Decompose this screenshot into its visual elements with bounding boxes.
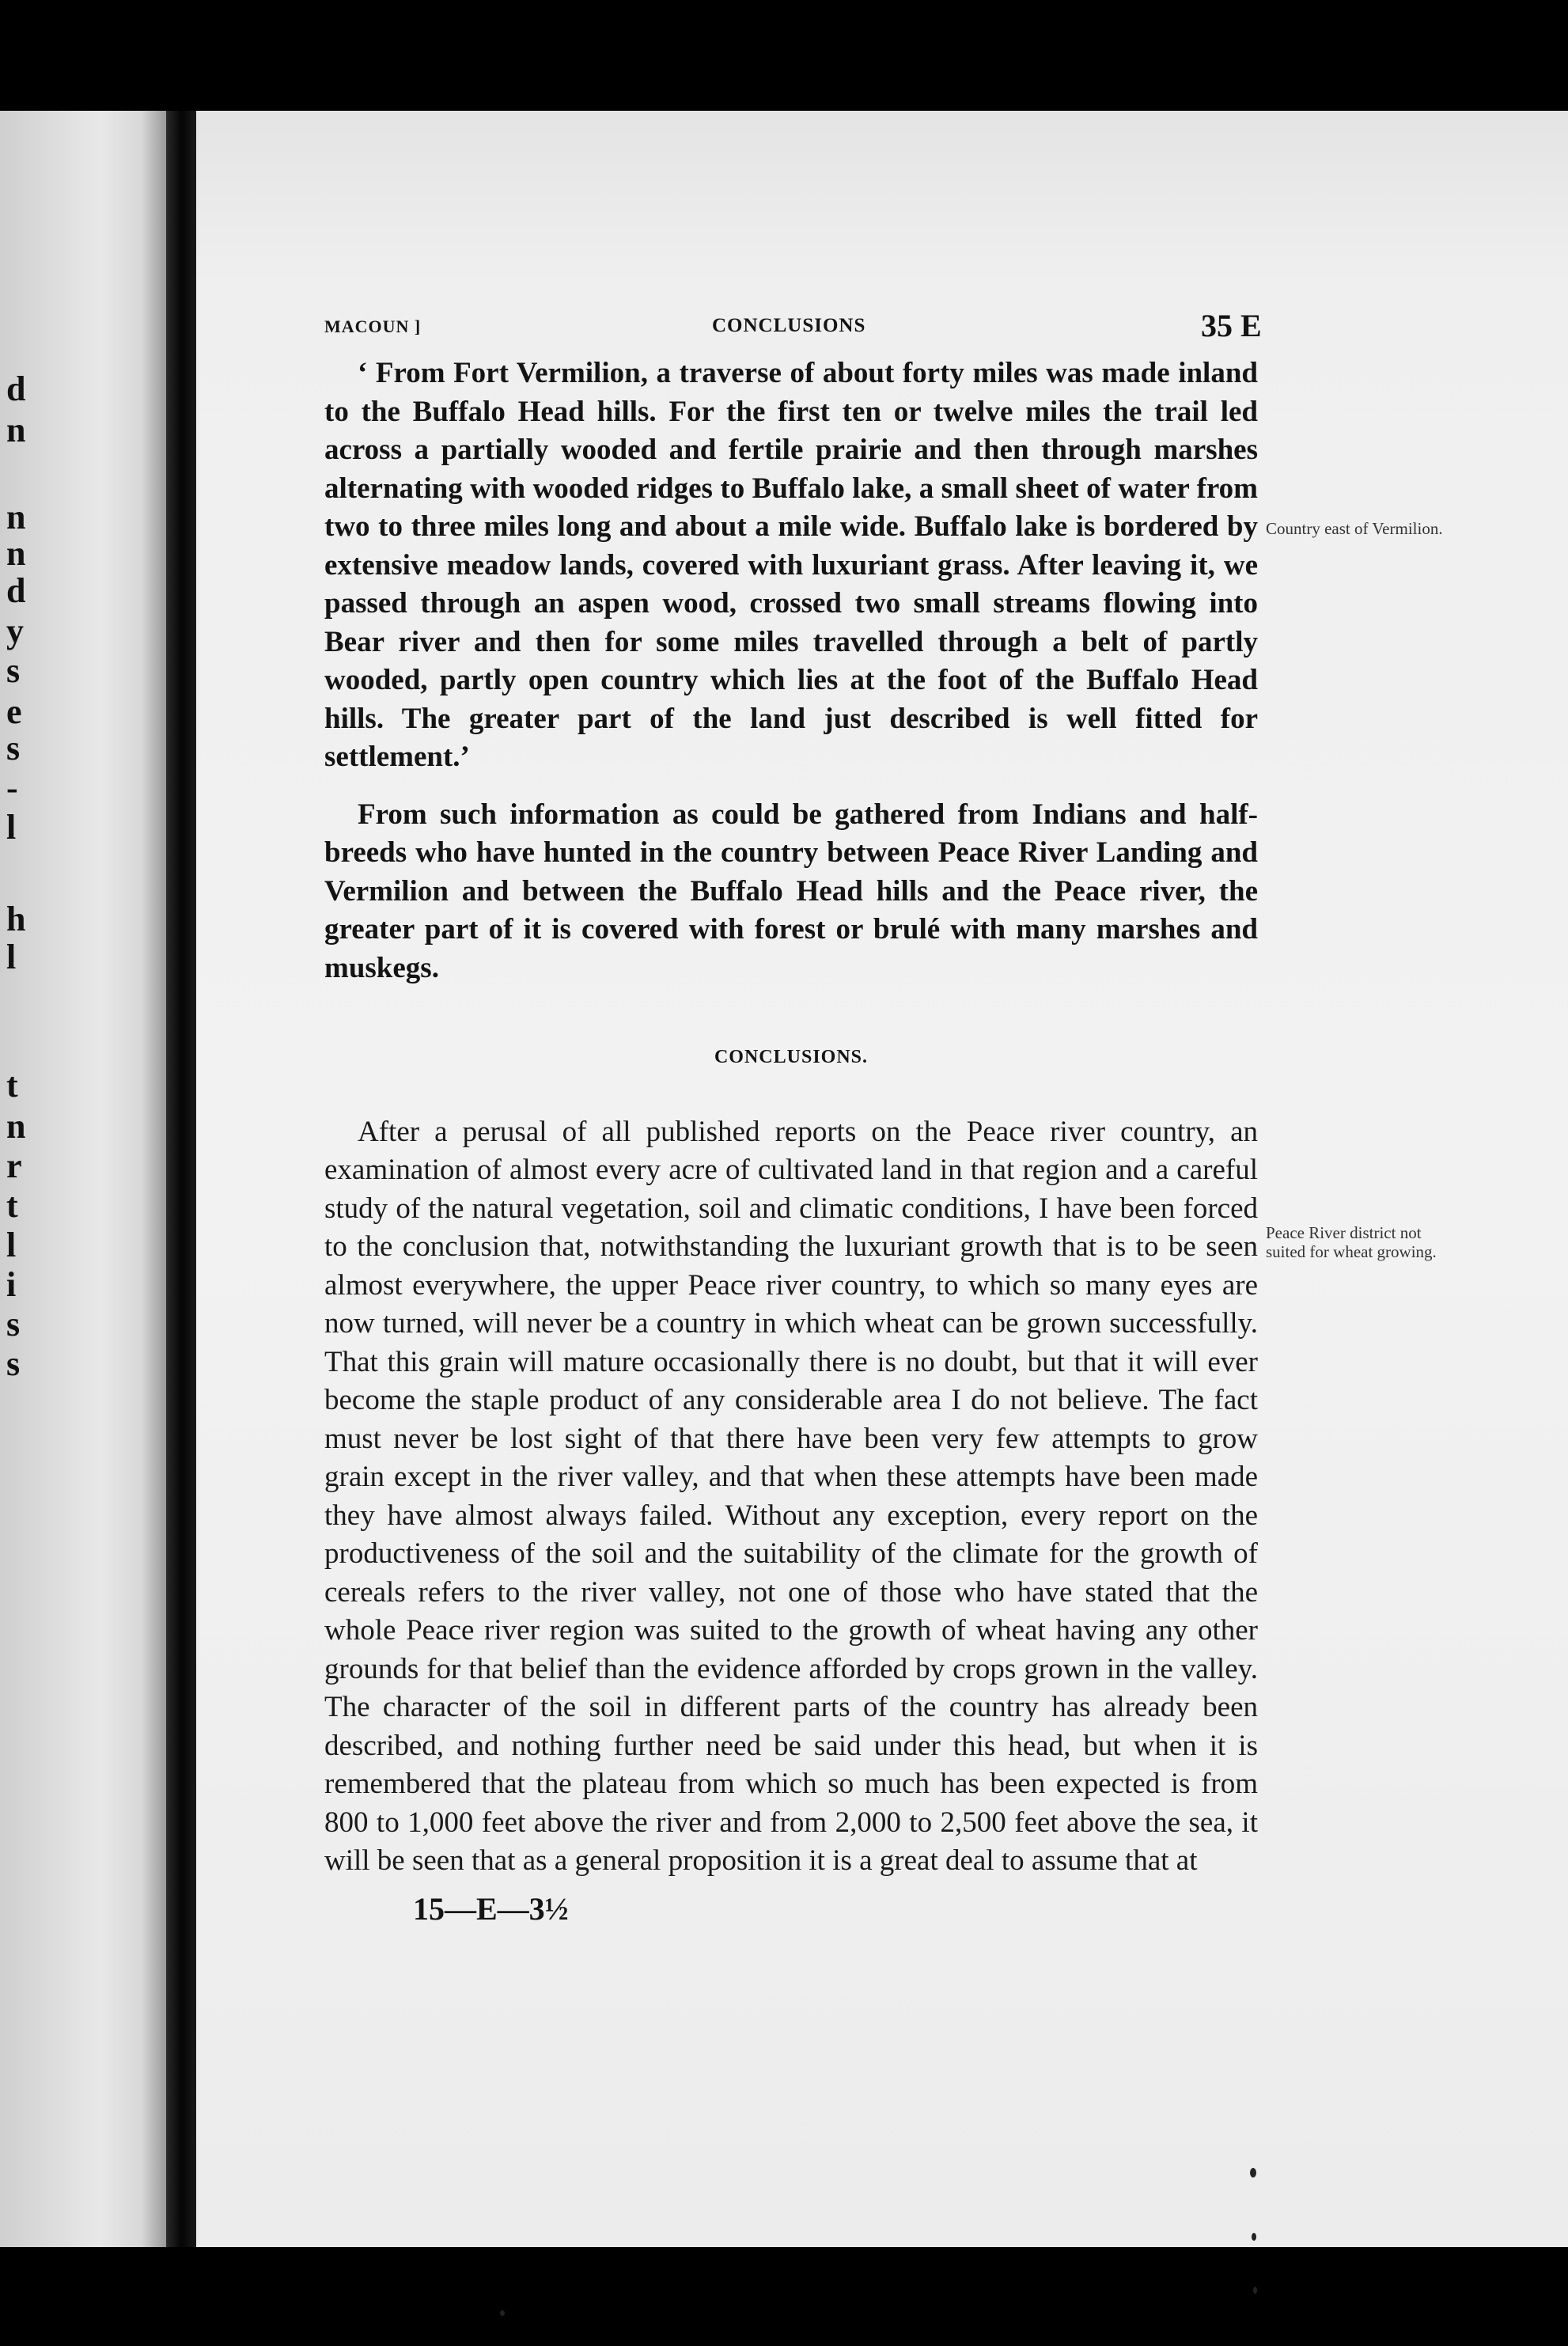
edge-letter: t xyxy=(6,1066,18,1105)
section-heading: CONCLUSIONS. xyxy=(714,1047,869,1067)
scan-speck xyxy=(1252,2233,1256,2241)
conclusions-paragraph: After a perusal of all published reports on the Peace river country, an examination of almost every acre of cultivated land in that region and a careful study of the natural vegetation, soil and climatic conditions, I have been forced to the conclusion that, notwithstanding the luxuriant growth that is to be seen almost everywhere, the upper Peace river country, to which so many eyes are now turned, will never be a country in which wheat can be grown successfully. That this grain will mature occasionally there is no doubt, but that it will ever become the staple product of any considerable area I do not believe. The fact must never be lost sight of that there have been very few attempts to grow grain except in the river valley, and that when these attempts have been made they have almost always failed. Without any exception, every report on the productiveness of the soil and the suitability of the climate for the growth of cereals refers to the river valley, not one of those who have stated that the whole Peace river region was suited to the growth of wheat having any other grounds for that belief than the evidence afforded by crops grown in the valley. The character of the soil in different parts of the country has already been described, and nothing further need be said under this head, but when it is remembered that the plateau from which so much has been expected is from 800 to 1,000 feet above the river and from 2,000 to 2,500 feet above the sea, it will be seen that as a general proposition it is a great deal to assume that at xyxy=(324,1115,1258,1877)
edge-letter: l xyxy=(6,808,17,847)
book-gutter xyxy=(166,111,196,2247)
signature-mark: 15—E—3½ xyxy=(413,1890,569,1927)
information-paragraph: From such information as could be gathered from Indians and half-breeds who have hunted in the country between Peace River Landing and Vermilion and between the Buffalo Head hills and the Peace river, the greater part of it is covered with forest or brulé with many marshes and muskegs. xyxy=(324,798,1258,984)
page-content xyxy=(324,307,1456,1927)
edge-letter: n xyxy=(6,411,26,449)
edge-letter: i xyxy=(6,1265,17,1304)
scan-speck xyxy=(1250,2168,1256,2177)
scan-speck xyxy=(1253,2287,1257,2294)
edge-letter: n xyxy=(6,1107,26,1146)
edge-letter: r xyxy=(6,1146,22,1185)
edge-letter: - xyxy=(6,768,18,807)
edge-letter: s xyxy=(6,651,21,690)
edge-letter: s xyxy=(6,729,21,767)
edge-letter: n xyxy=(6,534,26,573)
body-text xyxy=(324,354,1258,1881)
edge-letter: l xyxy=(6,1226,17,1264)
running-head-title: CONCLUSIONS xyxy=(712,315,866,336)
page-number: 35 E xyxy=(1201,308,1262,343)
edge-letter: s xyxy=(6,1344,21,1383)
edge-letter: t xyxy=(6,1186,18,1225)
edge-letter: e xyxy=(6,692,22,731)
scanned-page xyxy=(196,111,1568,2247)
quoted-paragraph: ‘ From Fort Vermilion, a traverse of about forty miles was made inland to the Buffalo Head hills. For the first ten or twelve miles the trail led across a partially wooded and fertile prairie and then through marshes alternating with wooded ridges to Buffalo lake, a small sheet of water from two to three miles long and about a mile wide. Buffalo lake is bordered by extensive meadow lands, covered with luxuriant grass. After leaving it, we passed through an aspen wood, crossed two small streams flowing into Bear river and then for some miles travelled through a belt of partly wooded, partly open country which lies at the foot of the Buffalo Head hills. The greater part of the land just described is well fitted for settlement.’ xyxy=(324,357,1258,773)
left-page-edge xyxy=(0,111,166,2247)
edge-letter: y xyxy=(6,612,24,650)
edge-letter: h xyxy=(6,900,26,938)
edge-letter: l xyxy=(6,938,17,976)
edge-letter: s xyxy=(6,1305,21,1344)
running-head xyxy=(324,307,1456,354)
scan-speck xyxy=(500,2310,505,2316)
edge-letter: n xyxy=(6,498,26,536)
marginal-note: Peace River district not suited for wheat growing. xyxy=(1266,1223,1437,1261)
running-head-author: MACOUN ] xyxy=(324,316,422,336)
edge-letter: d xyxy=(6,370,26,408)
edge-letter: d xyxy=(6,571,26,610)
marginal-note: Country east of Vermilion. xyxy=(1266,519,1443,538)
